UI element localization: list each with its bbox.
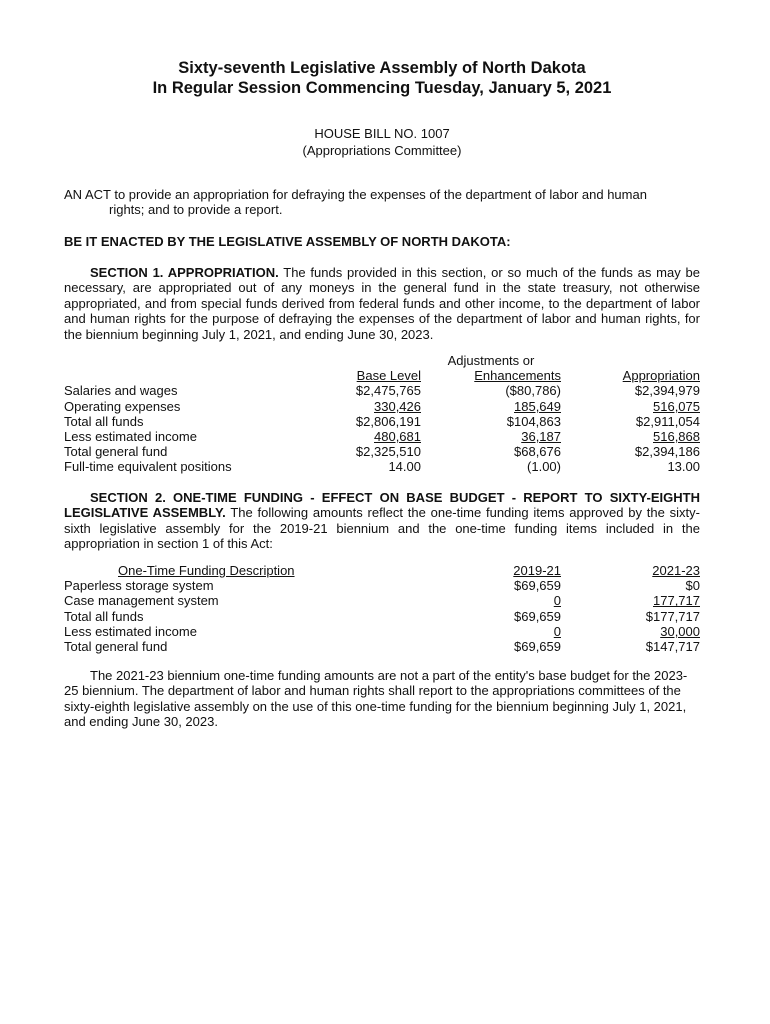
table-row — [64, 624, 700, 639]
table-header-row — [64, 563, 700, 578]
value-2021-23: 30,000 — [660, 623, 700, 639]
appr-value: 13.00 — [667, 459, 700, 475]
table-row — [64, 399, 700, 414]
act-line-2: rights; and to provide a report. — [109, 202, 283, 218]
adj-value: ($80,786) — [505, 383, 561, 399]
value-2021-23: 177,717 — [653, 593, 700, 609]
table-header-row — [64, 353, 700, 368]
base-value: 14.00 — [388, 459, 421, 475]
table-row — [64, 429, 700, 444]
appropriation-table — [64, 353, 700, 475]
table-header-row — [64, 368, 700, 383]
base-value: $2,325,510 — [355, 444, 421, 460]
adj-value: 36,187 — [521, 429, 561, 445]
col-2021-23: 2021-23 — [652, 563, 700, 578]
section-1-heading: SECTION 1. APPROPRIATION. — [90, 265, 279, 280]
adj-value: $68,676 — [514, 444, 561, 460]
assembly-title: Sixty-seventh Legislative Assembly of North Dakota — [178, 59, 586, 77]
appr-value: 516,868 — [653, 429, 700, 445]
row-label: Case management system — [64, 593, 219, 609]
col-description: One-Time Funding Description — [118, 563, 295, 578]
table-row — [64, 639, 700, 654]
col-2019-21: 2019-21 — [513, 563, 561, 578]
base-value: 480,681 — [374, 429, 421, 445]
bill-number: HOUSE BILL NO. 1007 — [314, 126, 450, 141]
appr-value: $2,394,186 — [634, 444, 700, 460]
table-row — [64, 609, 700, 624]
act-title — [64, 187, 700, 218]
table-row — [64, 593, 700, 608]
section-1-paragraph — [64, 265, 700, 342]
section-1-body: The funds provided in this section, or so much of the funds as may be necessary, are appropriated out of any moneys in the general fund in the state treasury, not otherwise appropriated, and from special funds derived from federal funds and other income, to the department of labor and human rights for the purpose of defraying the expenses of the department of labor and human rights, for the biennium beginning July 1, 2021, and ending June 30, 2023. — [64, 265, 700, 342]
section-2-heading: SECTION 2. ONE-TIME FUNDING - EFFECT ON BASE BUDGET - REPORT TO SIXTY-EIGHTH LEGISLATIVE ASSEMBLY. — [64, 490, 700, 521]
table-row — [64, 444, 700, 459]
row-label: Operating expenses — [64, 398, 181, 414]
section-2-paragraph — [64, 490, 700, 552]
appr-value: $2,911,054 — [635, 413, 700, 429]
one-time-funding-table — [64, 563, 700, 654]
appr-value: 516,075 — [653, 398, 700, 414]
table-row — [64, 578, 700, 593]
row-label: Total all funds — [64, 413, 144, 429]
row-label: Less estimated income — [64, 429, 197, 445]
section-2-body: The following amounts reflect the one-time funding items approved by the sixty-sixth legislative assembly for the 2019-21 biennium and the one-time funding items included in the appropriation in section 1 of this Act: — [64, 505, 700, 552]
adj-value: (1.00) — [527, 459, 561, 475]
row-label: Total general fund — [64, 444, 168, 460]
adj-value: 185,649 — [514, 398, 561, 414]
value-2019-21: $69,659 — [514, 639, 561, 655]
value-2021-23: $177,717 — [645, 608, 700, 624]
col-enhancements: Enhancements — [474, 368, 561, 384]
row-label: Total general fund — [64, 639, 168, 655]
appr-value: $2,394,979 — [634, 383, 700, 399]
act-line-1: AN ACT to provide an appropriation for defraying the expenses of the department of labor and human — [64, 187, 647, 202]
committee-name: (Appropriations Committee) — [302, 143, 462, 158]
base-value: 330,426 — [374, 398, 421, 414]
value-2019-21: 0 — [553, 623, 561, 639]
base-value: $2,475,765 — [355, 383, 421, 399]
base-value: $2,806,191 — [355, 413, 421, 429]
enacting-clause: BE IT ENACTED BY THE LEGISLATIVE ASSEMBLY OF NORTH DAKOTA: — [64, 234, 511, 249]
row-label: Salaries and wages — [64, 383, 178, 399]
value-2019-21: $69,659 — [514, 608, 561, 624]
col-appropriation: Appropriation — [622, 368, 700, 384]
session-title: In Regular Session Commencing Tuesday, January 5, 2021 — [152, 79, 612, 97]
col-adjustments-line1: Adjustments or — [447, 353, 535, 368]
row-label: Full-time equivalent positions — [64, 459, 232, 475]
row-label: Less estimated income — [64, 623, 197, 639]
bill-header — [64, 125, 700, 159]
table-row — [64, 459, 700, 474]
value-2019-21: 0 — [553, 593, 561, 609]
row-label: Total all funds — [64, 608, 144, 624]
value-2021-23: $0 — [685, 578, 700, 594]
value-2019-21: $69,659 — [514, 578, 561, 594]
adj-value: $104,863 — [506, 413, 561, 429]
value-2021-23: $147,717 — [645, 639, 700, 655]
closing-paragraph: The 2021-23 biennium one-time funding amounts are not a part of the entity's base budget for the 2023-25 biennium. The department of labor and human rights shall report to the appropriations committees of the sixty-eighth legislative assembly on the use of this one-time funding for the biennium beginning July 1, 2021, and ending June 30, 2023. — [64, 668, 688, 730]
table-row — [64, 414, 700, 429]
table-row — [64, 383, 700, 398]
row-label: Paperless storage system — [64, 578, 214, 594]
col-base-level: Base Level — [356, 368, 421, 384]
